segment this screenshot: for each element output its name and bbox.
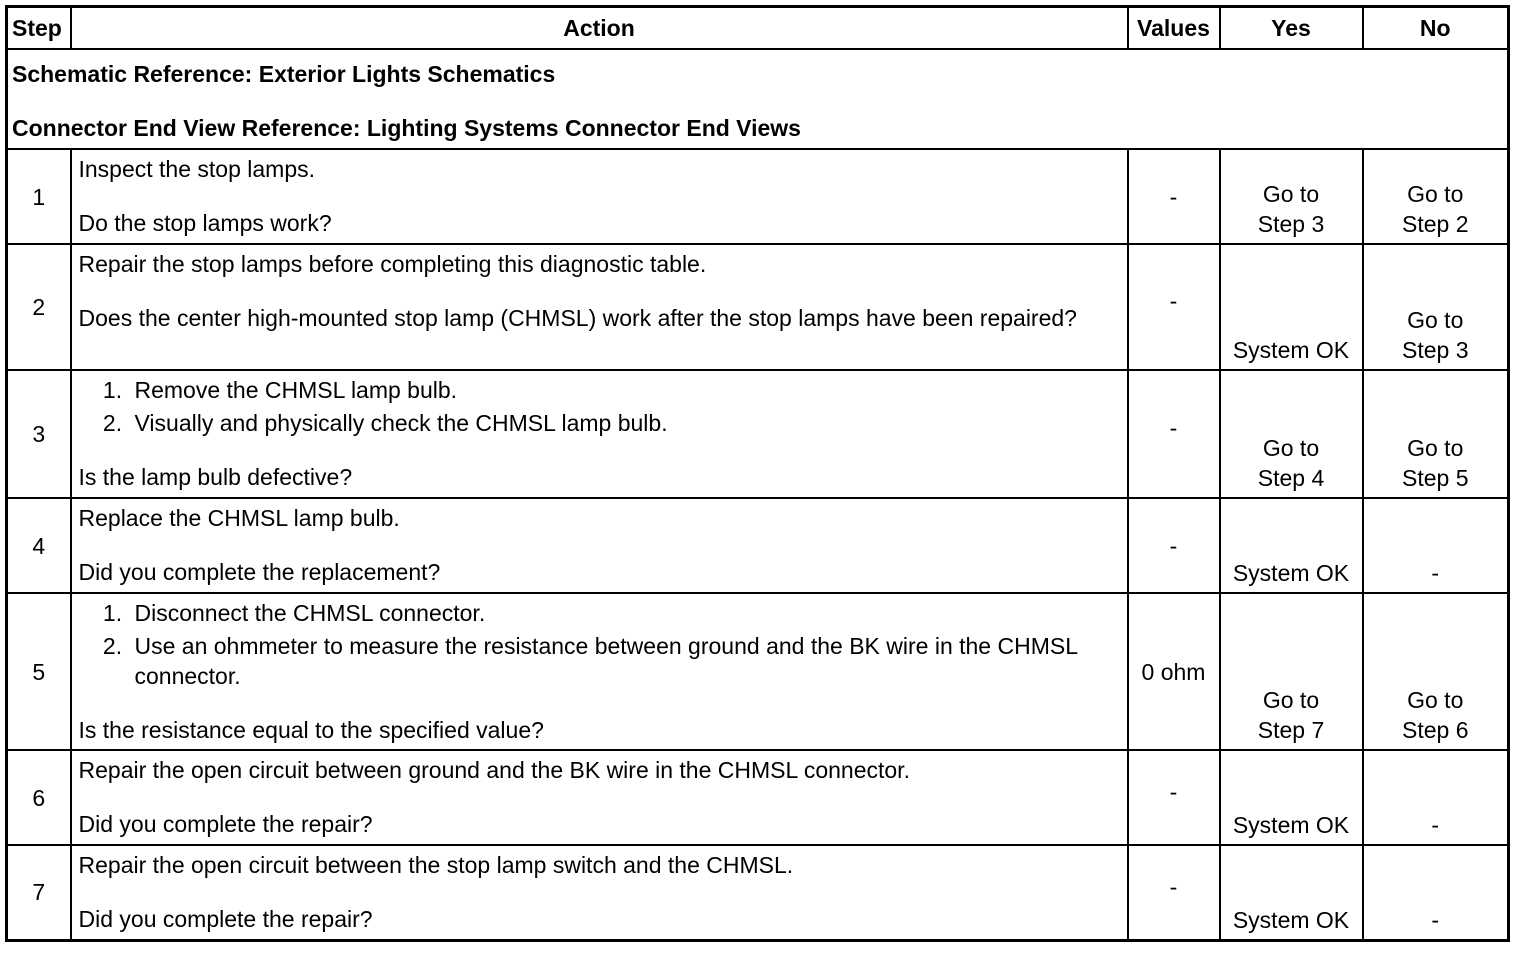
- yes-outcome: [1220, 149, 1363, 244]
- no-outcome-line: Go to: [1407, 307, 1464, 333]
- header-no: No: [1363, 7, 1509, 50]
- yes-outcome-line: Step 3: [1257, 211, 1325, 237]
- no-outcome: [1363, 498, 1509, 593]
- yes-outcome: [1220, 498, 1363, 593]
- action-instruction: Repair the open circuit between ground and the BK wire in the CHMSL connector.: [78, 757, 910, 783]
- action-step-item: 2. Visually and physically check the CHMSL lamp bulb.: [129, 408, 1121, 438]
- action-instruction: Inspect the stop lamps.: [78, 156, 316, 182]
- value-cell: -: [1128, 244, 1220, 370]
- yes-outcome-line: Step 7: [1257, 717, 1325, 743]
- yes-outcome-line: Step 4: [1257, 465, 1325, 491]
- header-row: [7, 7, 1509, 50]
- action-cell: [71, 845, 1128, 940]
- step-number: 3: [7, 370, 71, 498]
- header-action: Action: [71, 7, 1128, 50]
- action-question: Is the resistance equal to the specified value?: [78, 717, 544, 743]
- table-row: [7, 593, 1509, 750]
- yes-outcome-line: Go to: [1262, 181, 1320, 207]
- no-outcome-line: Step 2: [1402, 211, 1469, 237]
- step-number: 1: [7, 149, 71, 244]
- action-step-item: 2. Use an ohmmeter to measure the resistance between ground and the BK wire in the CHMSL connector.: [129, 631, 1121, 691]
- action-steps-list: [79, 598, 1121, 691]
- action-cell: [71, 149, 1128, 244]
- step-number: 5: [7, 593, 71, 750]
- step-number: 2: [7, 244, 71, 370]
- yes-outcome: [1220, 244, 1363, 370]
- table-row: [7, 370, 1509, 498]
- action-question: Is the lamp bulb defective?: [78, 464, 353, 490]
- action-question: Do the stop lamps work?: [78, 210, 332, 236]
- action-instruction: Repair the stop lamps before completing this diagnostic table.: [78, 251, 707, 277]
- action-question: Did you complete the repair?: [78, 811, 373, 837]
- step-number: 4: [7, 498, 71, 593]
- table-row: [7, 244, 1509, 370]
- no-outcome: [1363, 244, 1509, 370]
- action-question: Did you complete the repair?: [78, 906, 373, 932]
- diagnostic-table: [5, 5, 1510, 942]
- reference-row: [7, 49, 1509, 149]
- no-outcome-line: -: [1431, 906, 1440, 933]
- yes-outcome: [1220, 845, 1363, 940]
- action-steps-list: [79, 375, 1121, 438]
- value-cell: -: [1128, 750, 1220, 845]
- no-outcome-line: -: [1431, 812, 1440, 838]
- action-question: Does the center high-mounted stop lamp (CHMSL) work after the stop lamps have been repaired?: [78, 305, 1077, 331]
- no-outcome: [1363, 593, 1509, 750]
- no-outcome-line: Go to: [1407, 181, 1464, 207]
- action-cell: [71, 370, 1128, 498]
- yes-outcome-line: Go to: [1262, 687, 1320, 713]
- yes-outcome-line: System OK: [1232, 560, 1350, 586]
- reference-cell: [7, 49, 1509, 149]
- action-step-item: 1. Disconnect the CHMSL connector.: [129, 598, 1121, 628]
- table-row: [7, 750, 1509, 845]
- yes-outcome: [1220, 370, 1363, 498]
- value-cell: -: [1128, 149, 1220, 244]
- no-outcome: [1363, 149, 1509, 244]
- table-row: [7, 845, 1509, 940]
- value-cell: -: [1128, 845, 1220, 940]
- header-values: Values: [1128, 7, 1220, 50]
- yes-outcome: [1220, 750, 1363, 845]
- action-question: Did you complete the replacement?: [78, 559, 441, 585]
- value-cell: -: [1128, 370, 1220, 498]
- action-cell: [71, 593, 1128, 750]
- no-outcome: [1363, 750, 1509, 845]
- no-outcome-line: -: [1431, 560, 1440, 586]
- no-outcome-line: Step 3: [1402, 337, 1469, 363]
- yes-outcome-line: System OK: [1232, 337, 1350, 363]
- connector-end-view-reference: Connector End View Reference: Lighting Systems Connector End Views: [12, 115, 801, 141]
- action-cell: [71, 750, 1128, 845]
- header-yes: Yes: [1220, 7, 1363, 50]
- no-outcome-line: Go to: [1407, 435, 1464, 461]
- step-number: 6: [7, 750, 71, 845]
- action-instruction: Replace the CHMSL lamp bulb.: [78, 505, 400, 531]
- yes-outcome-line: Go to: [1262, 435, 1320, 461]
- no-outcome-line: Step 5: [1402, 465, 1469, 491]
- value-cell: 0 ohm: [1128, 593, 1220, 750]
- value-cell: -: [1128, 498, 1220, 593]
- no-outcome-line: Step 6: [1402, 717, 1469, 743]
- step-number: 7: [7, 845, 71, 940]
- action-cell: [71, 244, 1128, 370]
- table-row: [7, 498, 1509, 593]
- yes-outcome-line: System OK: [1232, 812, 1350, 838]
- no-outcome: [1363, 845, 1509, 940]
- yes-outcome: [1220, 593, 1363, 750]
- no-outcome-line: Go to: [1407, 687, 1464, 713]
- action-cell: [71, 498, 1128, 593]
- header-step: Step: [7, 7, 71, 50]
- no-outcome: [1363, 370, 1509, 498]
- action-instruction: Repair the open circuit between the stop lamp switch and the CHMSL.: [78, 852, 794, 878]
- action-step-item: 1. Remove the CHMSL lamp bulb.: [129, 375, 1121, 405]
- yes-outcome-line: System OK: [1232, 906, 1350, 933]
- table-row: [7, 149, 1509, 244]
- schematic-reference: Schematic Reference: Exterior Lights Schematics: [12, 61, 556, 87]
